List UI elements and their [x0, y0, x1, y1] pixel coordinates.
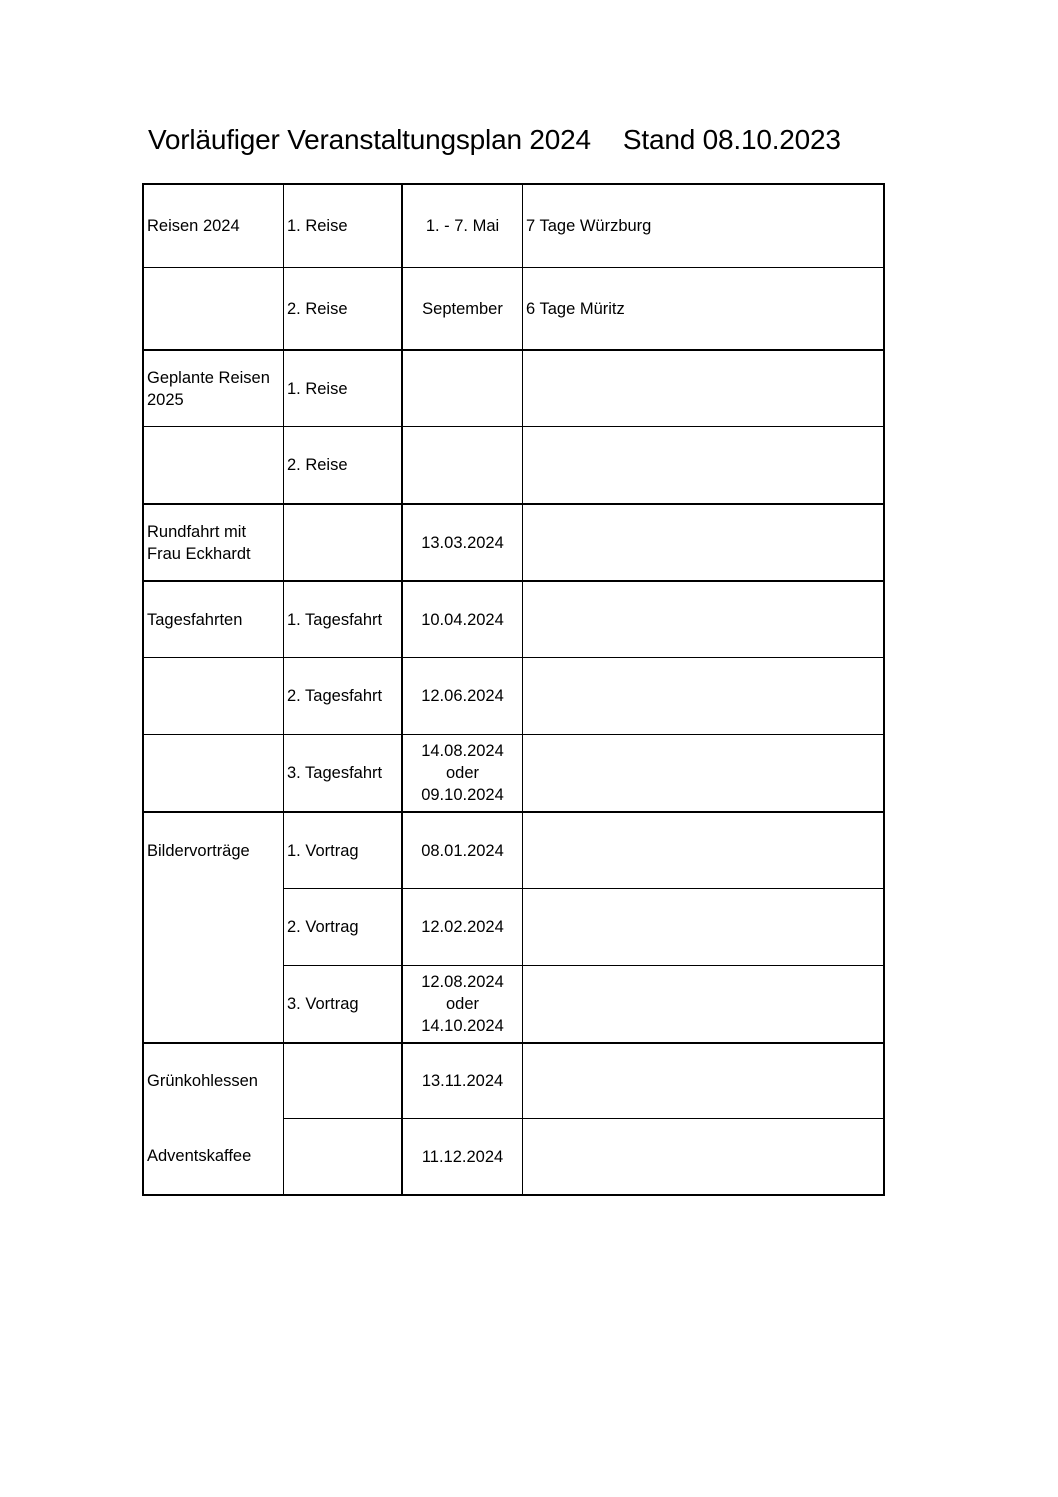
date-cell: 12.08.2024 oder 14.10.2024 [403, 965, 523, 1042]
date-cell: 08.01.2024 [403, 813, 523, 888]
title-main: Vorläufiger Veranstaltungsplan 2024 [148, 124, 591, 155]
table-row [144, 1042, 883, 1118]
details-cell [523, 427, 883, 503]
date-cell: 11.12.2024 [403, 1118, 523, 1194]
table-row [144, 734, 883, 811]
category-cell: Grünkohlessen [144, 1044, 284, 1118]
category-cell: Reisen 2024 [144, 185, 284, 267]
details-cell [523, 1118, 883, 1194]
table-row [144, 426, 883, 503]
table-row [144, 267, 883, 349]
item-cell: 1. Tagesfahrt [284, 582, 403, 657]
details-cell [523, 658, 883, 734]
page-title [148, 124, 841, 156]
category-cell [144, 965, 284, 1042]
details-cell [523, 888, 883, 965]
category-cell [144, 658, 284, 734]
table-row [144, 580, 883, 657]
table-row [144, 185, 883, 267]
table-row [144, 349, 883, 426]
details-cell [523, 582, 883, 657]
date-cell: 10.04.2024 [403, 582, 523, 657]
details-cell [523, 351, 883, 426]
table-row [144, 965, 883, 1042]
details-cell: 7 Tage Würzburg [526, 217, 652, 235]
details-cell [523, 735, 883, 811]
details-cell [523, 1044, 883, 1118]
category-cell [144, 268, 284, 349]
details-cell: 6 Tage Müritz [526, 299, 625, 318]
item-cell: 2. Reise [284, 268, 403, 349]
category-cell: Tagesfahrten [144, 582, 284, 657]
table-row [144, 811, 883, 888]
table-row [144, 1118, 883, 1194]
item-cell [284, 505, 403, 580]
category-cell [144, 427, 284, 503]
details-cell [523, 813, 883, 888]
category-cell [144, 888, 284, 965]
date-cell: 13.11.2024 [403, 1044, 523, 1118]
item-cell: 3. Vortrag [284, 965, 403, 1042]
title-stand: Stand 08.10.2023 [622, 124, 841, 155]
date-cell: 14.08.2024 oder 09.10.2024 [403, 735, 523, 811]
item-cell: 2. Vortrag [284, 888, 403, 965]
item-cell: 1. Reise [284, 185, 403, 267]
item-cell: 1. Reise [284, 351, 403, 426]
category-cell: Geplante Reisen 2025 [144, 351, 284, 426]
details-cell [523, 965, 883, 1042]
table-row [144, 503, 883, 580]
category-cell: Adventskaffee [144, 1118, 284, 1194]
category-cell: Bildervorträge [144, 813, 284, 888]
category-cell: Rundfahrt mit Frau Eckhardt [144, 505, 284, 580]
date-cell [403, 351, 523, 426]
date-cell [403, 427, 523, 503]
date-cell: 1. - 7. Mai [403, 185, 523, 267]
item-cell [284, 1118, 403, 1194]
details-cell [523, 505, 883, 580]
category-cell [144, 735, 284, 811]
table-row [144, 657, 883, 734]
date-cell: 12.02.2024 [403, 888, 523, 965]
item-cell: 2. Reise [284, 427, 403, 503]
table-row [144, 888, 883, 965]
date-cell: 12.06.2024 [403, 658, 523, 734]
item-cell: 3. Tagesfahrt [284, 735, 403, 811]
event-plan-table [142, 183, 885, 1196]
date-cell: 13.03.2024 [403, 505, 523, 580]
item-cell: 1. Vortrag [284, 813, 403, 888]
item-cell [284, 1044, 403, 1118]
date-cell: September [403, 268, 523, 349]
item-cell: 2. Tagesfahrt [284, 658, 403, 734]
